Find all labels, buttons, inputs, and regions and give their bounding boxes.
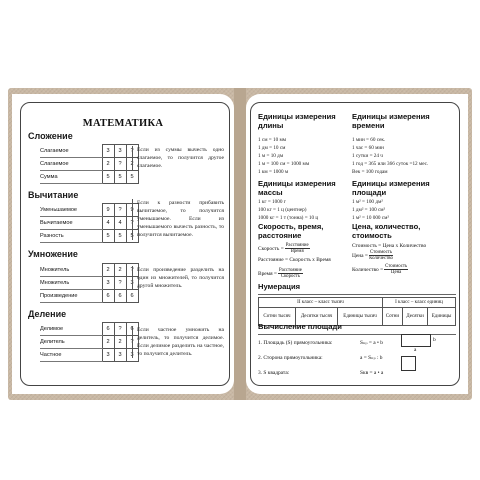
row-name: Слагаемое — [40, 145, 102, 158]
value-cell: 6 — [126, 323, 138, 336]
unit-line: 1 км = 1000 м — [258, 169, 289, 176]
value-cell: ? — [114, 158, 126, 171]
rect-label-a: a — [414, 347, 417, 353]
value-cell: 6 — [114, 290, 126, 303]
calc-formula-3: Sкв = a • a — [360, 370, 384, 376]
value-cell: 3 — [102, 349, 114, 362]
table-row — [40, 230, 144, 243]
unit-line: 1 год = 365 или 366 суток =12 мес. — [352, 161, 429, 168]
quantity-fraction — [384, 264, 408, 276]
spacer — [138, 171, 144, 184]
rectangle-figure — [401, 334, 431, 347]
table-row — [40, 290, 144, 303]
row-name: Вычитаемое — [40, 217, 102, 230]
value-cell: 3 — [114, 145, 126, 158]
value-cell: 5 — [102, 171, 114, 184]
unit-line: 1 час = 60 мин — [352, 145, 384, 152]
value-cell: ? — [114, 277, 126, 290]
calc-heading: Вычисление площади — [258, 322, 342, 331]
value-cell: 5 — [114, 171, 126, 184]
unit-line: 1 см = 10 мм — [258, 137, 287, 143]
length-heading: Единицы измерения длины — [258, 112, 336, 130]
table-row — [40, 145, 144, 158]
cost-formula: Стоимость = Цена x Количество — [352, 243, 427, 249]
unit-line: 1 мин = 60 сек. — [352, 137, 386, 143]
unit-line: 1 дм² = 100 см² — [352, 207, 386, 214]
class-units: I класс – класс единиц — [382, 298, 455, 308]
value-cell: 5 — [114, 230, 126, 243]
rank-cell: Единицы тысяч — [338, 308, 383, 326]
value-cell: 2 — [102, 336, 114, 349]
quantity-num: Стоимость — [385, 264, 408, 269]
value-cell: ? — [126, 217, 138, 230]
row-name: Делимое — [40, 323, 102, 336]
sub-table — [40, 203, 144, 243]
value-cell: 6 — [102, 290, 114, 303]
mul-table — [40, 263, 144, 303]
price-den: Количество — [369, 256, 393, 262]
rank-cell: Десятки тысяч — [295, 308, 337, 326]
speed-num: Расстояние — [285, 243, 309, 248]
row-name: Разность — [40, 230, 102, 243]
value-cell: 3 — [126, 277, 138, 290]
unit-line: 1000 кг = 1 т (тонна) = 10 ц — [258, 215, 319, 222]
value-cell: 3 — [102, 277, 114, 290]
speed-fraction — [285, 243, 310, 255]
mass-list — [258, 198, 318, 222]
unit-line: 1 м = 10 дм — [258, 153, 284, 160]
speed-formula — [258, 243, 311, 255]
value-cell: 9 — [102, 204, 114, 217]
value-cell: 4 — [102, 217, 114, 230]
value-cell: 2 — [114, 336, 126, 349]
value-cell: 2 — [102, 158, 114, 171]
calc-item-3: 3. S квадрата: — [258, 370, 290, 376]
distance-formula: Расстояние = Скорость x Время — [258, 257, 331, 263]
price-fraction — [369, 250, 393, 262]
div-text: Если частное умножить на делитель, то получится делимое. Если делимое разделить на частное, то получится делитель. — [132, 326, 224, 358]
row-name: Делитель — [40, 336, 102, 349]
value-cell: 2 — [114, 264, 126, 277]
value-cell: ? — [126, 336, 138, 349]
div-table — [40, 322, 144, 362]
calc-item-2: 2. Сторона прямоугольника: — [258, 355, 323, 361]
value-cell: 9 — [126, 204, 138, 217]
class-thousands: II класс – класс тысяч — [259, 298, 383, 308]
sub-heading: Вычитание — [28, 190, 79, 200]
length-list — [258, 136, 309, 176]
value-cell: 4 — [114, 217, 126, 230]
time-fraction — [278, 268, 303, 280]
price-heading: Цена, количество, стоимость — [352, 222, 421, 240]
spacer — [138, 290, 144, 303]
calc-formula-2: a = Sₙₚ : b — [360, 355, 383, 361]
rank-cell: Единицы — [428, 308, 456, 326]
time-den: Скорость — [280, 274, 300, 280]
rank-cell: Сотни тысяч — [259, 308, 296, 326]
value-cell: ? — [126, 145, 138, 158]
mul-text: Если произведение разделить на один из множителей, то получится другой множитель. — [132, 266, 224, 290]
page-title: МАТЕМАТИКА — [82, 118, 164, 129]
table-row — [40, 336, 144, 349]
value-cell: 2 — [102, 264, 114, 277]
table-row — [40, 158, 144, 171]
speed-den: Время — [290, 249, 304, 255]
table-row — [40, 204, 144, 217]
quantity-den: Цена — [391, 270, 402, 276]
value-cell: 3 — [114, 349, 126, 362]
value-cell: 3 — [102, 145, 114, 158]
add-text: Если из суммы вычесть одно слагаемое, то получится другое слагаемое. — [132, 146, 224, 170]
quantity-formula — [352, 264, 409, 276]
square-figure — [401, 356, 416, 371]
row-name: Частное — [40, 349, 102, 362]
time-num: Расстояние — [278, 268, 302, 273]
unit-line: 1 сутки = 24 ч — [352, 153, 383, 160]
time-formula-label: Время = — [258, 270, 277, 277]
price-num: Стоимость — [369, 250, 393, 255]
table-row — [40, 323, 144, 336]
time-formula — [258, 268, 304, 280]
value-cell: 2 — [126, 158, 138, 171]
value-cell: 5 — [126, 230, 138, 243]
numbering-divider — [258, 294, 456, 295]
value-cell: 6 — [102, 323, 114, 336]
row-name: Сумма — [40, 171, 102, 184]
time-heading: Единицы измерения времени — [352, 112, 430, 130]
book-spine — [234, 88, 246, 400]
area-list — [352, 198, 389, 222]
time-list — [352, 136, 428, 176]
quantity-formula-label: Количество = — [352, 266, 384, 273]
table-row — [40, 171, 144, 184]
sub-text: Если к разности прибавить вычитаемое, то получится уменьшаемое. Если из уменьшаемого вычесть разность, то получится вычитаемое. — [132, 199, 224, 240]
area-heading: Единицы измерения площади — [352, 179, 430, 197]
calc-item-1: 1. Площадь (S) прямоугольника: — [258, 340, 333, 346]
price-formula-label: Цена = — [352, 252, 368, 259]
unit-line: 1 кг = 1000 г — [258, 199, 286, 205]
rect-label-b: b — [433, 337, 436, 343]
speed-heading: Скорость, время, расстояние — [258, 222, 324, 240]
numbering-heading: Нумерация — [258, 282, 301, 291]
unit-line: 1 м² = 10 000 см² — [352, 215, 389, 222]
table-row — [40, 217, 144, 230]
row-name: Множитель — [40, 277, 102, 290]
unit-line: Век = 100 годам — [352, 169, 388, 176]
value-cell: 6 — [126, 290, 138, 303]
value-cell: ? — [126, 264, 138, 277]
table-row — [40, 277, 144, 290]
value-cell: 5 — [126, 171, 138, 184]
value-cell: ? — [114, 204, 126, 217]
div-heading: Деление — [28, 309, 67, 319]
unit-line: 1 дм = 10 см — [258, 145, 286, 152]
value-cell: ? — [114, 323, 126, 336]
mul-heading: Умножение — [28, 249, 78, 259]
row-name: Произведение — [40, 290, 102, 303]
value-cell: 5 — [102, 230, 114, 243]
price-formula — [352, 250, 394, 262]
calc-formula-1: Sₙₚ = a • b — [360, 340, 383, 346]
unit-line: 1 м = 100 см = 1000 мм — [258, 161, 310, 168]
table-row — [40, 349, 144, 362]
speed-formula-label: Скорость = — [258, 245, 284, 252]
rank-cell: Десятки — [402, 308, 427, 326]
mass-heading: Единицы измерения массы — [258, 179, 336, 197]
unit-line: 1 м² = 100 дм² — [352, 199, 383, 205]
table-row — [40, 264, 144, 277]
add-heading: Сложение — [28, 131, 73, 141]
rank-cell: Сотни — [382, 308, 402, 326]
add-table — [40, 144, 144, 184]
row-name: Уменьшаемое — [40, 204, 102, 217]
row-name: Множитель — [40, 264, 102, 277]
row-name: Слагаемое — [40, 158, 102, 171]
value-cell: 3 — [126, 349, 138, 362]
unit-line: 100 кг = 1 ц (центнер) — [258, 207, 307, 214]
